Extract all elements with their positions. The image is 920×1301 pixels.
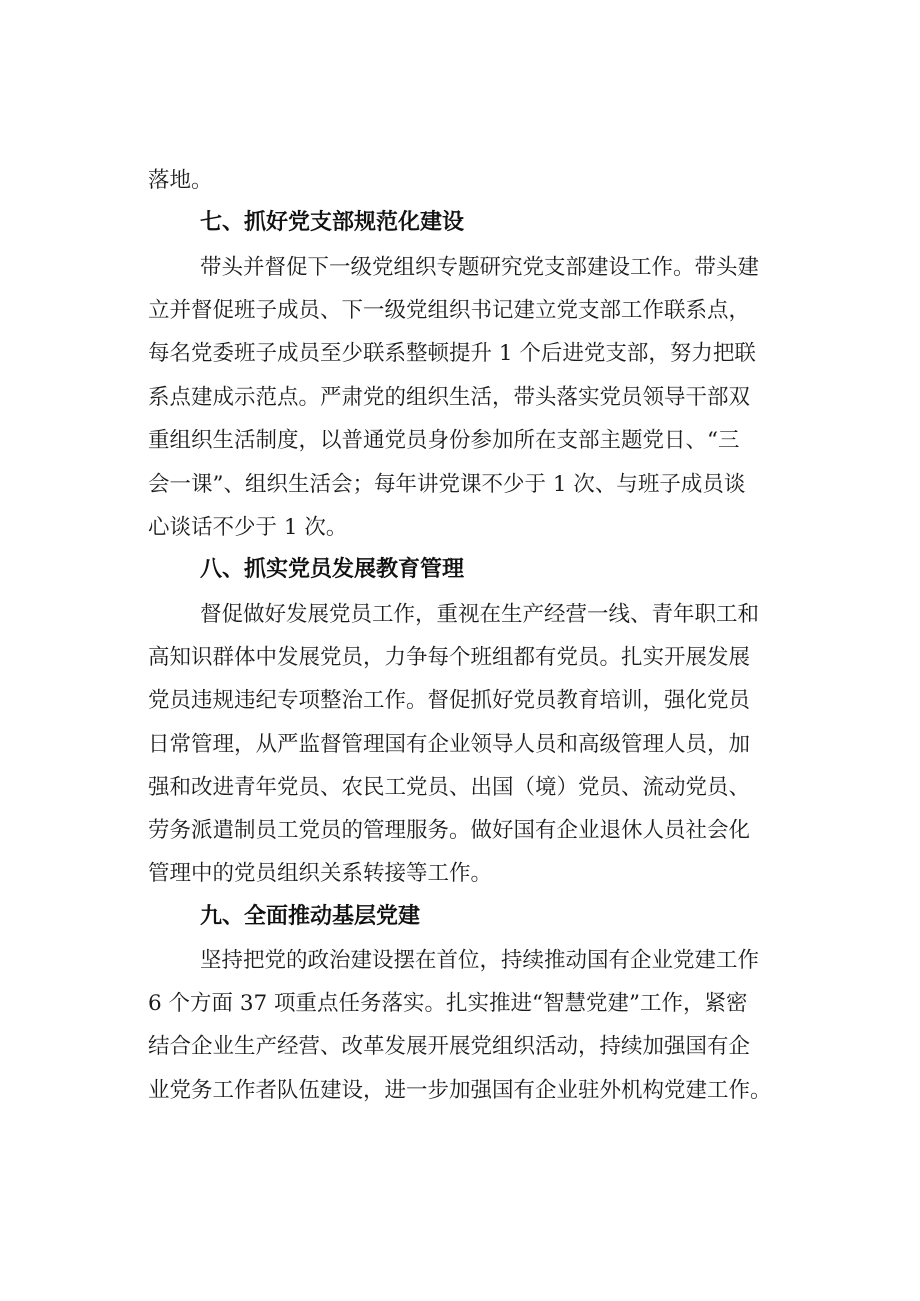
section-9-line-3: 结合企业生产经营、改革发展开展党组织活动，持续加强国有企 [148, 1034, 751, 1059]
section-9-line-1: 坚持把党的政治建设摆在首位，持续推动国有企业党建工作 [200, 948, 760, 973]
section-7-line-1: 带头并督促下一级党组织专题研究党支部建设工作。带头建 [200, 255, 760, 280]
section-9-line-2: 6 个方面 37 项重点任务落实。扎实推进“智慧党建”工作，紧密 [148, 991, 748, 1016]
section-8-line-7: 管理中的党员组织关系转接等工作。 [148, 861, 493, 886]
section-heading-7: 七、抓好党支部规范化建设 [200, 210, 465, 235]
section-8-line-2: 高知识群体中发展党员，力争每个班组都有党员。扎实开展发展 [148, 645, 751, 670]
section-7-line-4: 系点建成示范点。严肃党的组织生活，带头落实党员领导干部双 [148, 385, 751, 410]
section-8-line-1: 督促做好发展党员工作，重视在生产经营一线、青年职工和 [200, 602, 760, 627]
section-7-line-5: 重组织生活制度，以普通党员身份参加所在支部主题党日、“三 [148, 428, 740, 453]
section-9-line-4: 业党务工作者队伍建设，进一步加强国有企业驻外机构党建工作。 [148, 1078, 772, 1103]
section-8-line-6: 劳务派遣制员工党员的管理服务。做好国有企业退休人员社会化 [148, 818, 751, 843]
section-heading-9: 九、全面推动基层党建 [200, 904, 421, 929]
section-8-line-4: 日常管理，从严监督管理国有企业领导人员和高级管理人员，加 [148, 732, 751, 757]
section-7-line-3: 每名党委班子成员至少联系整顿提升 1 个后进党支部，努力把联 [148, 341, 756, 366]
section-8-line-3: 党员违规违纪专项整治工作。督促抓好党员教育培训，强化党员 [148, 688, 751, 713]
section-7-line-2: 立并督促班子成员、下一级党组织书记建立党支部工作联系点， [148, 298, 751, 323]
section-heading-8: 八、抓实党员发展教育管理 [200, 557, 465, 582]
paragraph-continuation-line: 落地。 [148, 168, 213, 193]
section-8-line-5: 强和改进青年党员、农民工党员、出国（境）党员、流动党员、 [148, 775, 751, 800]
section-7-line-7: 心谈话不少于 1 次。 [148, 515, 348, 540]
section-7-line-6: 会一课”、组织生活会；每年讲党课不少于 1 次、与班子成员谈 [148, 472, 746, 497]
